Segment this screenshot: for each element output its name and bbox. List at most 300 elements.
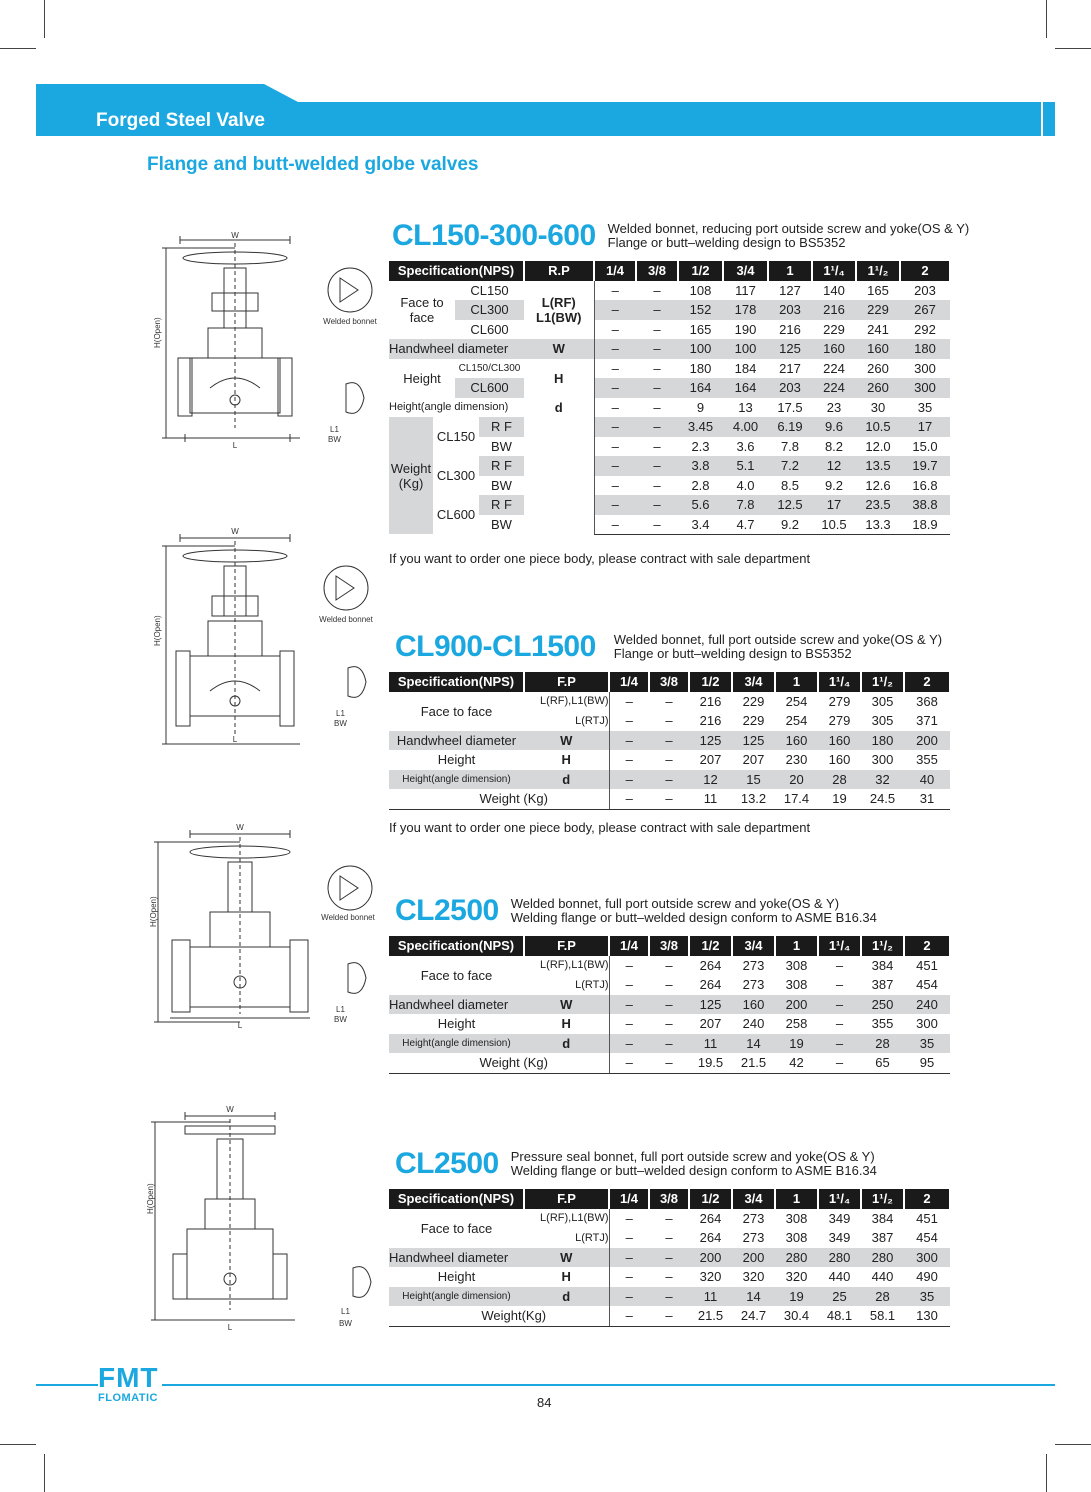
cell: 230: [785, 752, 808, 768]
cell: 24.5: [861, 789, 904, 809]
cell: 224: [823, 360, 845, 376]
cell: –: [818, 995, 861, 1015]
cell: 387: [871, 1230, 894, 1246]
cell: 9.2: [768, 515, 812, 535]
cell: 25: [818, 1287, 861, 1307]
col-head: 1: [775, 1189, 818, 1209]
cell: 320: [785, 1269, 808, 1285]
col-head: 1¹/₂: [861, 672, 904, 692]
cell: –: [609, 750, 649, 770]
row-symbol: d: [524, 1287, 609, 1307]
table-row: [389, 1014, 950, 1034]
row-label: Height: [437, 1016, 476, 1032]
cell: –: [649, 1248, 689, 1268]
row-label: Handwheel diameter: [389, 1248, 524, 1268]
page-number: 84: [537, 1395, 552, 1410]
col-head: 1¹/₄: [818, 1189, 861, 1209]
section-2-title: CL900-CL1500: [395, 630, 596, 663]
table-row: [389, 1034, 950, 1054]
cell: 164: [678, 378, 723, 398]
cell: 8.2: [824, 438, 844, 454]
cell: 13: [738, 399, 753, 415]
class-label: CL150/CL300: [458, 362, 521, 374]
cell: –: [636, 515, 678, 535]
cell: 7.2: [768, 456, 812, 476]
cell: –: [594, 515, 636, 535]
section-3-title: CL2500: [395, 894, 499, 927]
cell: 258: [785, 1016, 808, 1032]
row-label: Height: [403, 370, 441, 386]
row-label: Height(angle dimension): [389, 1034, 524, 1054]
col-head: 3/8: [649, 672, 689, 692]
valve-drawing-3: [150, 822, 390, 1037]
cell: –: [609, 1209, 649, 1229]
face-label: Face to: [400, 294, 444, 310]
page-title: Forged Steel Valve: [96, 110, 265, 131]
col-head: 1/4: [609, 936, 649, 956]
cell: –: [665, 693, 673, 709]
cell: –: [609, 1034, 649, 1054]
cell: 125: [689, 731, 732, 751]
dim-h-label: H(Open): [149, 896, 158, 927]
cell: 48.1: [818, 1306, 861, 1326]
cell: 19.7: [900, 456, 950, 476]
cell: 125: [768, 339, 812, 359]
cell: –: [818, 1034, 861, 1054]
cell: 10.5: [812, 515, 856, 535]
cell: 190: [734, 321, 757, 337]
cell: 240: [904, 995, 950, 1015]
cell: 28: [818, 770, 861, 790]
row-symbol: d: [554, 399, 563, 415]
cell: –: [594, 417, 636, 437]
cell: 6.19: [768, 417, 812, 437]
section-1-description: [608, 222, 970, 250]
crop-mark: [0, 1444, 36, 1445]
cell: 440: [871, 1269, 894, 1285]
cell: –: [609, 1248, 649, 1268]
cell: 14: [732, 1287, 775, 1307]
cell: 180: [689, 360, 712, 376]
table-header-row: [389, 936, 950, 956]
cell: 19: [775, 1034, 818, 1054]
cell: 216: [699, 693, 722, 709]
cell: 108: [689, 282, 712, 298]
table-row: [389, 750, 950, 770]
cell: 451: [916, 1210, 938, 1226]
col-head: 2: [900, 261, 950, 281]
cell: –: [609, 1053, 649, 1073]
cell: –: [594, 339, 636, 359]
cell: –: [636, 456, 678, 476]
section-4-desc-line-1: Pressure seal bonnet, full port outside screw and yoke(OS & Y): [510, 1149, 875, 1164]
cell: –: [835, 957, 844, 973]
cell: 207: [742, 752, 765, 768]
dim-l1-label: L1: [336, 1005, 345, 1014]
cell: 35: [904, 1287, 950, 1307]
brand-logo: [98, 1364, 159, 1404]
cell: –: [649, 789, 689, 809]
cell: 300: [914, 360, 936, 376]
dim-w-label: W: [236, 823, 244, 832]
cell: 12.5: [768, 495, 812, 515]
section-2-header: [395, 632, 942, 662]
cell: 23.5: [856, 495, 900, 515]
col-head: 3/4: [732, 936, 775, 956]
cell: –: [594, 476, 636, 496]
type-label: BW: [491, 516, 512, 532]
col-head: 1¹/₂: [861, 1189, 904, 1209]
spec-table-4: [389, 1189, 951, 1327]
cell: 11: [689, 1287, 732, 1307]
cell: 355: [916, 752, 938, 768]
table-row: [389, 1248, 950, 1268]
cell: –: [835, 1016, 844, 1032]
cell: 207: [699, 1016, 722, 1032]
valve-drawing-1: [150, 228, 390, 460]
row-label: Height(angle dimension): [389, 1287, 524, 1307]
cell: 17.4: [775, 789, 818, 809]
cell: –: [609, 1228, 649, 1248]
cell: –: [636, 495, 678, 515]
section-2-desc-line-1: Welded bonnet, full port outside screw and yoke(OS & Y): [613, 632, 943, 647]
col-head: 1¹/₄: [818, 936, 861, 956]
cell: 308: [785, 1210, 808, 1226]
cell: –: [609, 975, 649, 995]
section-1-desc-line-1: Welded bonnet, reducing port outside screw and yoke(OS & Y): [607, 221, 970, 236]
cell: 229: [823, 321, 845, 337]
col-head: 1/2: [689, 672, 732, 692]
row-symbol: L(RF),L1(BW): [540, 959, 609, 972]
cell: 200: [689, 1248, 732, 1268]
cell: –: [653, 399, 661, 415]
cell: 4.0: [736, 477, 755, 493]
cell: 28: [861, 1034, 904, 1054]
row-label: Face to face: [420, 1220, 493, 1236]
cell: 264: [699, 1210, 722, 1226]
table-row: [389, 359, 950, 379]
cell: –: [609, 1306, 649, 1326]
class-label: CL300: [455, 300, 524, 320]
valve-drawing-4: [135, 1104, 375, 1334]
lrf-symbol: L(RF): [541, 294, 576, 310]
col-head: 3/8: [649, 1189, 689, 1209]
cell: –: [665, 1230, 673, 1246]
cell: 300: [904, 1248, 950, 1268]
cell: 13.5: [856, 456, 900, 476]
row-label: Handwheel diameter: [389, 731, 524, 751]
row-label: Height: [437, 752, 476, 768]
row-label: Weight (Kg): [389, 789, 609, 809]
cell: 65: [861, 1053, 904, 1073]
cell: 16.8: [912, 477, 938, 493]
cell: 260: [867, 360, 889, 376]
table-row: [389, 1306, 950, 1326]
cell: –: [818, 1053, 861, 1073]
cell: –: [665, 1269, 673, 1285]
cell: 17: [900, 417, 950, 437]
cell: 9.6: [812, 417, 856, 437]
cell: –: [594, 359, 636, 379]
row-symbol: W: [524, 339, 594, 359]
cell: 305: [871, 693, 894, 709]
cell: –: [594, 281, 636, 301]
table-row: [389, 1053, 950, 1073]
cell: 440: [828, 1269, 851, 1285]
dim-l-label: L: [227, 1323, 233, 1332]
row-symbol: H: [561, 1016, 571, 1032]
cell: 2.8: [691, 477, 710, 493]
col-head: 2: [904, 1189, 950, 1209]
cell: 160: [856, 339, 900, 359]
section-2-desc-line-2: Flange or butt–welding design to BS5352: [613, 646, 852, 661]
cell: 305: [871, 713, 894, 729]
table-row: [389, 789, 950, 809]
col-head: F.P: [524, 936, 609, 956]
cell: 5.6: [678, 495, 723, 515]
cell: –: [649, 731, 689, 751]
cell: 320: [742, 1269, 765, 1285]
welded-bonnet-caption: Welded bonnet: [321, 913, 375, 922]
class-label: CL600: [470, 321, 509, 337]
cell: –: [649, 995, 689, 1015]
cell: 300: [916, 1016, 938, 1032]
cell: 368: [916, 693, 938, 709]
cell: 280: [818, 1248, 861, 1268]
cell: 125: [732, 731, 775, 751]
dim-l-label: L: [237, 1021, 243, 1030]
cell: 279: [828, 693, 851, 709]
cell: 180: [900, 339, 950, 359]
cell: 203: [768, 378, 812, 398]
cell: 349: [828, 1230, 851, 1246]
row-label: (Kg): [398, 475, 424, 491]
cell: 216: [779, 321, 801, 337]
col-head: Specification(NPS): [389, 672, 524, 692]
dim-bw-label: BW: [339, 1319, 352, 1328]
dim-l1-label: L1: [341, 1307, 350, 1316]
cell: –: [665, 977, 673, 993]
table-row: [389, 398, 950, 418]
cell: 130: [904, 1306, 950, 1326]
crop-mark: [1055, 1444, 1091, 1445]
cell: –: [609, 1014, 649, 1034]
cell: 241: [867, 321, 889, 337]
cell: –: [609, 1267, 649, 1287]
cell: 23: [826, 399, 842, 415]
cell: 31: [904, 789, 950, 809]
footer-rule: [162, 1384, 1055, 1386]
cell: 100: [678, 339, 723, 359]
col-head: 1¹/₂: [856, 261, 900, 281]
cell: 32: [861, 770, 904, 790]
cell: 15.0: [912, 438, 938, 454]
section-1-header: [392, 221, 969, 251]
cell: –: [835, 977, 844, 993]
cell: –: [636, 417, 678, 437]
cell: –: [665, 713, 673, 729]
cell: 165: [689, 321, 712, 337]
row-symbol: L(RF),L1(BW): [540, 1212, 609, 1225]
cell: 164: [723, 378, 768, 398]
cell: 273: [742, 957, 765, 973]
cell: –: [649, 1034, 689, 1054]
cell: 260: [856, 378, 900, 398]
cell: 387: [871, 977, 894, 993]
col-head: 3/8: [636, 261, 678, 281]
col-head: R.P: [524, 261, 594, 281]
cell: 13.3: [856, 515, 900, 535]
cell: 264: [699, 1230, 722, 1246]
cell: 224: [812, 378, 856, 398]
col-head: 1/2: [689, 1189, 732, 1209]
cell: 3.8: [678, 456, 723, 476]
cell: 15: [732, 770, 775, 790]
col-head: 3/4: [732, 1189, 775, 1209]
cell: 308: [785, 1230, 808, 1246]
crop-mark: [44, 0, 45, 38]
crop-mark: [1055, 48, 1091, 49]
cell: –: [636, 378, 678, 398]
cell: 19: [775, 1287, 818, 1307]
order-note: If you want to order one piece body, please contract with sale department: [389, 551, 811, 566]
row-label: Face to face: [420, 703, 493, 719]
cell: 280: [861, 1248, 904, 1268]
col-head: 1/2: [689, 936, 732, 956]
cell: 21.5: [732, 1053, 775, 1073]
cell: –: [609, 956, 649, 976]
row-label: Weight (Kg): [389, 1053, 609, 1073]
row-label: Handwheel diameter: [389, 995, 524, 1015]
crop-mark: [1046, 0, 1047, 38]
cell: 12: [689, 770, 732, 790]
col-head: F.P: [524, 672, 609, 692]
row-label: Face to face: [420, 967, 493, 983]
cell: 17.5: [777, 399, 803, 415]
class-label: CL600: [455, 378, 524, 398]
cell: 12: [812, 456, 856, 476]
cell: –: [665, 957, 673, 973]
cell: 292: [914, 321, 936, 337]
class-label: CL300: [436, 468, 476, 484]
section-3-desc-line-1: Welded bonnet, full port outside screw and yoke(OS & Y): [510, 896, 840, 911]
cell: –: [609, 770, 649, 790]
cell: 200: [732, 1248, 775, 1268]
col-head: 1: [768, 261, 812, 281]
col-head: 1/4: [594, 261, 636, 281]
dim-l-label: L: [232, 441, 238, 450]
cell: –: [609, 995, 649, 1015]
spec-table-2: [389, 672, 951, 810]
col-head: 2: [904, 936, 950, 956]
cell: 28: [861, 1287, 904, 1307]
section-1-title: CL150-300-600: [392, 219, 596, 252]
cell: 58.1: [861, 1306, 904, 1326]
cell: 30.4: [775, 1306, 818, 1326]
cell: –: [649, 770, 689, 790]
table-row: [389, 281, 950, 301]
cell: 17: [812, 495, 856, 515]
col-head: 1/4: [609, 672, 649, 692]
row-symbol: L(RTJ): [575, 978, 609, 991]
empty-cell: [524, 417, 594, 535]
cell: 384: [871, 957, 894, 973]
cell: 20: [775, 770, 818, 790]
row-symbol: H: [561, 752, 571, 768]
class-label: CL150: [436, 429, 476, 445]
type-label: BW: [491, 438, 512, 454]
cell: 216: [699, 713, 722, 729]
cell: 451: [916, 957, 938, 973]
col-head: Specification(NPS): [389, 936, 524, 956]
dim-w-label: W: [231, 527, 239, 536]
cell: 264: [699, 957, 722, 973]
cell: 160: [732, 995, 775, 1015]
row-symbol: W: [524, 1248, 609, 1268]
cell: 3.45: [678, 417, 723, 437]
cell: 308: [785, 957, 808, 973]
spec-table-1: [389, 261, 951, 535]
cell: 35: [917, 399, 933, 415]
cell: –: [649, 1053, 689, 1073]
cell: 19.5: [689, 1053, 732, 1073]
cell: –: [665, 1016, 673, 1032]
cell: 4.7: [723, 515, 768, 535]
section-4-desc-line-2: Welding flange or butt–welded design conform to ASME B16.34: [510, 1163, 877, 1178]
section-4-header: [395, 1149, 877, 1179]
type-label: R F: [479, 456, 524, 476]
l1bw-symbol: L1(BW): [536, 309, 582, 325]
cell: 12.6: [865, 477, 891, 493]
cell: 127: [779, 282, 801, 298]
cell: 217: [779, 360, 801, 376]
col-head: 1/2: [678, 261, 723, 281]
cell: 280: [775, 1248, 818, 1268]
cell: –: [649, 1306, 689, 1326]
logo-text: FMT: [98, 1362, 159, 1393]
section-1-desc-line-2: Flange or butt–welding design to BS5352: [607, 235, 846, 250]
section-3-header: [395, 896, 877, 926]
cell: 454: [916, 1230, 938, 1246]
col-head: 1¹/₄: [818, 672, 861, 692]
cell: 254: [785, 693, 808, 709]
col-head: 1/4: [609, 1189, 649, 1209]
cell: –: [636, 300, 678, 320]
cell: –: [653, 360, 661, 376]
row-symbol: H: [554, 370, 564, 386]
cell: 300: [900, 378, 950, 398]
cell: 125: [689, 995, 732, 1015]
cell: –: [636, 339, 678, 359]
cell: 240: [742, 1016, 765, 1032]
dim-h-label: H(Open): [153, 317, 162, 348]
cell: –: [665, 1210, 673, 1226]
col-head: Specification(NPS): [389, 261, 524, 281]
cell: 320: [699, 1269, 722, 1285]
table-row: [389, 731, 950, 751]
cell: 3.4: [678, 515, 723, 535]
dim-h-label: H(Open): [146, 1183, 155, 1214]
cell: 160: [818, 731, 861, 751]
cell: 250: [861, 995, 904, 1015]
cell: 229: [742, 693, 765, 709]
cell: 8.5: [780, 477, 800, 493]
col-head: 1: [775, 672, 818, 692]
crop-mark: [0, 48, 36, 49]
dim-w-label: W: [226, 1105, 234, 1114]
dim-l1-label: L1: [336, 709, 345, 718]
table-row: [389, 1287, 950, 1307]
